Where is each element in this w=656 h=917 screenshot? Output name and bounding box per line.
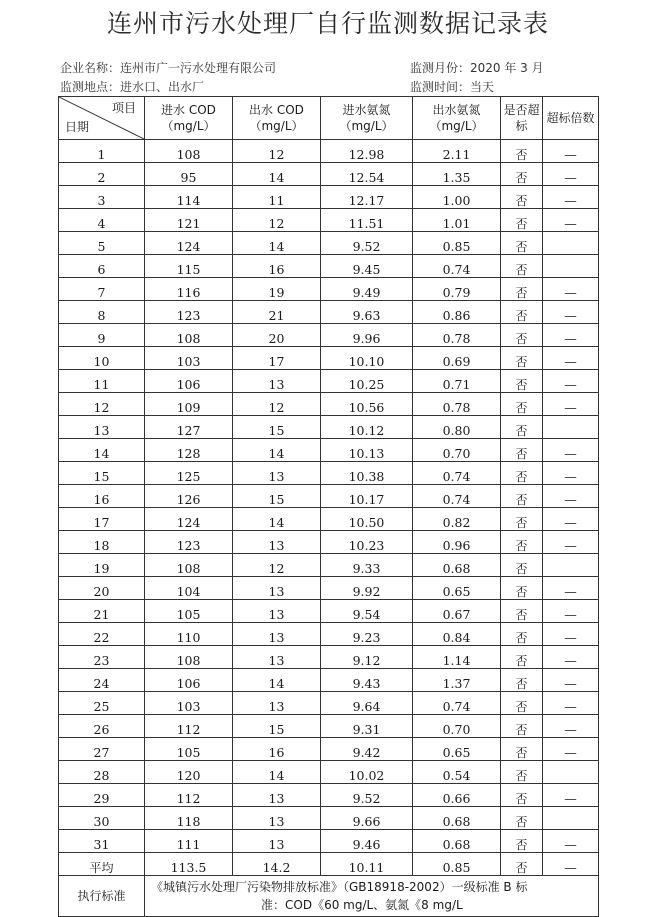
row-in-cod: 124 (145, 232, 233, 255)
row-out-cod: 20 (233, 324, 321, 347)
row-in-nh: 9.49 (321, 278, 413, 301)
row-in-nh: 10.25 (321, 370, 413, 393)
row-multiple (543, 416, 599, 439)
row-multiple: — (543, 439, 599, 462)
row-out-nh: 0.80 (413, 416, 501, 439)
row-in-nh: 10.50 (321, 508, 413, 531)
row-day: 4 (59, 209, 145, 232)
row-multiple (543, 554, 599, 577)
row-exceed: 否 (501, 278, 543, 301)
row-day: 28 (59, 761, 145, 784)
standard-label: 执行标准 (59, 876, 145, 917)
row-exceed: 否 (501, 738, 543, 761)
avg-label: 平均 (59, 853, 145, 876)
time-value: 当天 (470, 80, 495, 94)
row-in-cod: 105 (145, 738, 233, 761)
row-day: 25 (59, 692, 145, 715)
row-day: 14 (59, 439, 145, 462)
row-in-cod: 121 (145, 209, 233, 232)
row-out-cod: 13 (233, 784, 321, 807)
row-day: 23 (59, 646, 145, 669)
row-in-cod: 127 (145, 416, 233, 439)
table-row (59, 784, 599, 807)
row-in-cod: 110 (145, 623, 233, 646)
row-in-nh: 10.56 (321, 393, 413, 416)
col-out-cod: 出水 COD（mg/L） (233, 97, 321, 140)
row-day: 22 (59, 623, 145, 646)
row-out-cod: 13 (233, 646, 321, 669)
row-out-cod: 12 (233, 209, 321, 232)
row-out-cod: 14 (233, 508, 321, 531)
row-day: 7 (59, 278, 145, 301)
row-in-nh: 11.51 (321, 209, 413, 232)
row-multiple: — (543, 278, 599, 301)
row-in-cod: 105 (145, 600, 233, 623)
company-value: 连州市广一污水处理有限公司 (120, 61, 277, 75)
row-out-nh: 2.11 (413, 140, 501, 163)
avg-in-cod: 113.5 (145, 853, 233, 876)
row-out-nh: 0.74 (413, 692, 501, 715)
header-row (59, 97, 599, 140)
table-row (59, 439, 599, 462)
row-day: 15 (59, 462, 145, 485)
row-exceed: 否 (501, 163, 543, 186)
row-in-nh: 10.12 (321, 416, 413, 439)
row-out-cod: 17 (233, 347, 321, 370)
row-exceed: 否 (501, 209, 543, 232)
avg-out-cod: 14.2 (233, 853, 321, 876)
header-corner (59, 97, 145, 140)
row-in-cod: 124 (145, 508, 233, 531)
row-out-nh: 0.82 (413, 508, 501, 531)
row-in-cod: 116 (145, 278, 233, 301)
row-exceed: 否 (501, 692, 543, 715)
site-value: 进水口、出水厂 (120, 80, 205, 94)
row-multiple: — (543, 784, 599, 807)
row-day: 5 (59, 232, 145, 255)
row-out-cod: 13 (233, 623, 321, 646)
row-multiple: — (543, 393, 599, 416)
site-line (60, 78, 204, 95)
row-day: 12 (59, 393, 145, 416)
row-out-cod: 14 (233, 232, 321, 255)
row-exceed: 否 (501, 370, 543, 393)
row-in-nh: 10.02 (321, 761, 413, 784)
row-in-cod: 103 (145, 692, 233, 715)
table-row (59, 255, 599, 278)
row-in-nh: 9.52 (321, 784, 413, 807)
row-out-cod: 16 (233, 738, 321, 761)
table-row (59, 393, 599, 416)
standard-text (145, 876, 599, 917)
row-exceed: 否 (501, 439, 543, 462)
row-day: 18 (59, 531, 145, 554)
row-in-nh: 12.54 (321, 163, 413, 186)
row-in-nh: 9.45 (321, 255, 413, 278)
row-day: 26 (59, 715, 145, 738)
row-exceed: 否 (501, 646, 543, 669)
row-out-nh: 1.01 (413, 209, 501, 232)
row-multiple: — (543, 462, 599, 485)
row-in-nh: 9.64 (321, 692, 413, 715)
table-row (59, 807, 599, 830)
row-day: 9 (59, 324, 145, 347)
row-in-cod: 95 (145, 163, 233, 186)
row-in-nh: 9.92 (321, 577, 413, 600)
row-multiple (543, 807, 599, 830)
row-out-cod: 13 (233, 577, 321, 600)
table-row (59, 623, 599, 646)
row-multiple: — (543, 830, 599, 853)
col-in-cod: 进水 COD（mg/L） (145, 97, 233, 140)
row-out-cod: 13 (233, 462, 321, 485)
row-in-nh: 9.42 (321, 738, 413, 761)
table-row (59, 186, 599, 209)
row-out-nh: 0.78 (413, 324, 501, 347)
table-row (59, 508, 599, 531)
row-multiple: — (543, 186, 599, 209)
row-multiple: — (543, 209, 599, 232)
row-out-nh: 1.00 (413, 186, 501, 209)
row-day: 8 (59, 301, 145, 324)
row-day: 17 (59, 508, 145, 531)
table-row (59, 163, 599, 186)
row-out-nh: 0.68 (413, 830, 501, 853)
row-out-nh: 0.67 (413, 600, 501, 623)
row-multiple: — (543, 646, 599, 669)
corner-date-label: 日期 (65, 120, 90, 134)
row-in-cod: 125 (145, 462, 233, 485)
row-day: 1 (59, 140, 145, 163)
row-out-cod: 13 (233, 370, 321, 393)
col-multiple: 超标倍数 (543, 97, 599, 140)
row-in-nh: 9.63 (321, 301, 413, 324)
row-in-cod: 128 (145, 439, 233, 462)
table-row (59, 646, 599, 669)
row-in-cod: 111 (145, 830, 233, 853)
row-out-cod: 13 (233, 692, 321, 715)
row-out-cod: 11 (233, 186, 321, 209)
table-row (59, 301, 599, 324)
row-exceed: 否 (501, 508, 543, 531)
table-row (59, 416, 599, 439)
row-out-nh: 0.68 (413, 807, 501, 830)
row-out-cod: 14 (233, 439, 321, 462)
row-exceed: 否 (501, 416, 543, 439)
row-day: 21 (59, 600, 145, 623)
row-out-nh: 0.70 (413, 715, 501, 738)
table-row (59, 830, 599, 853)
row-in-nh: 12.17 (321, 186, 413, 209)
row-exceed: 否 (501, 186, 543, 209)
table-row (59, 531, 599, 554)
row-day: 27 (59, 738, 145, 761)
row-day: 29 (59, 784, 145, 807)
avg-out-nh: 0.85 (413, 853, 501, 876)
table-row (59, 462, 599, 485)
row-in-cod: 106 (145, 370, 233, 393)
row-out-nh: 1.35 (413, 163, 501, 186)
row-in-cod: 108 (145, 324, 233, 347)
row-exceed: 否 (501, 715, 543, 738)
table-row (59, 140, 599, 163)
row-out-cod: 15 (233, 715, 321, 738)
row-in-cod: 103 (145, 347, 233, 370)
row-multiple: — (543, 347, 599, 370)
row-multiple: — (543, 301, 599, 324)
row-multiple (543, 255, 599, 278)
table-row (59, 761, 599, 784)
avg-multiple: — (543, 853, 599, 876)
page-title: 连州市污水处理厂自行监测数据记录表 (106, 9, 549, 38)
row-out-cod: 13 (233, 531, 321, 554)
row-in-nh: 10.17 (321, 485, 413, 508)
row-in-cod: 112 (145, 715, 233, 738)
company-label: 企业名称： (60, 61, 121, 75)
row-day: 20 (59, 577, 145, 600)
row-in-cod: 114 (145, 186, 233, 209)
company-line (60, 59, 276, 76)
row-day: 6 (59, 255, 145, 278)
row-day: 10 (59, 347, 145, 370)
row-day: 24 (59, 669, 145, 692)
row-in-nh: 10.38 (321, 462, 413, 485)
table-row (59, 370, 599, 393)
row-day: 31 (59, 830, 145, 853)
row-exceed: 否 (501, 761, 543, 784)
row-in-nh: 9.46 (321, 830, 413, 853)
table-body (59, 140, 599, 853)
row-in-nh: 9.66 (321, 807, 413, 830)
row-out-nh: 0.65 (413, 738, 501, 761)
row-out-nh: 0.66 (413, 784, 501, 807)
row-in-nh: 10.23 (321, 531, 413, 554)
row-in-nh: 10.10 (321, 347, 413, 370)
row-day: 11 (59, 370, 145, 393)
monitoring-table (58, 96, 599, 917)
row-exceed: 否 (501, 531, 543, 554)
table-row (59, 485, 599, 508)
row-multiple: — (543, 324, 599, 347)
average-row (59, 853, 599, 876)
row-exceed: 否 (501, 577, 543, 600)
row-in-nh: 10.13 (321, 439, 413, 462)
standard-line-1: 《城镇污水处理厂污染物排放标准》（GB18918-2002）一级标准 B 标 (151, 880, 528, 894)
table-row (59, 554, 599, 577)
time-line (410, 78, 494, 95)
row-in-cod: 118 (145, 807, 233, 830)
row-out-nh: 0.86 (413, 301, 501, 324)
row-out-nh: 0.70 (413, 439, 501, 462)
row-out-cod: 14 (233, 163, 321, 186)
time-label: 监测时间： (410, 80, 471, 94)
row-out-cod: 13 (233, 600, 321, 623)
table-row (59, 209, 599, 232)
row-multiple: — (543, 577, 599, 600)
row-out-cod: 12 (233, 140, 321, 163)
row-exceed: 否 (501, 324, 543, 347)
row-out-nh: 0.84 (413, 623, 501, 646)
col-in-nh: 进水氨氮（mg/L） (321, 97, 413, 140)
table-row (59, 715, 599, 738)
row-in-nh: 9.96 (321, 324, 413, 347)
row-in-cod: 108 (145, 554, 233, 577)
table-row (59, 347, 599, 370)
row-exceed: 否 (501, 140, 543, 163)
row-in-cod: 115 (145, 255, 233, 278)
row-multiple: — (543, 600, 599, 623)
row-multiple: — (543, 485, 599, 508)
row-multiple: — (543, 508, 599, 531)
row-out-nh: 0.65 (413, 577, 501, 600)
row-exceed: 否 (501, 830, 543, 853)
row-exceed: 否 (501, 462, 543, 485)
row-out-cod: 14 (233, 669, 321, 692)
row-multiple (543, 761, 599, 784)
row-exceed: 否 (501, 623, 543, 646)
avg-exceed: 否 (501, 853, 543, 876)
standard-line-2: 准：COD《60 mg/L、氨氮《8 mg/L (261, 898, 463, 912)
row-out-nh: 0.79 (413, 278, 501, 301)
row-in-cod: 106 (145, 669, 233, 692)
row-exceed: 否 (501, 784, 543, 807)
corner-item-label: 项目 (111, 101, 136, 115)
row-multiple: — (543, 738, 599, 761)
row-out-cod: 19 (233, 278, 321, 301)
row-in-nh: 12.98 (321, 140, 413, 163)
row-in-cod: 112 (145, 784, 233, 807)
row-exceed: 否 (501, 232, 543, 255)
row-out-nh: 0.71 (413, 370, 501, 393)
table-row (59, 738, 599, 761)
row-exceed: 否 (501, 807, 543, 830)
row-out-cod: 16 (233, 255, 321, 278)
row-in-nh: 9.43 (321, 669, 413, 692)
row-in-nh: 9.23 (321, 623, 413, 646)
row-day: 2 (59, 163, 145, 186)
standard-row (59, 876, 599, 917)
row-out-cod: 14 (233, 761, 321, 784)
row-out-nh: 0.85 (413, 232, 501, 255)
row-out-nh: 0.74 (413, 462, 501, 485)
table-row (59, 692, 599, 715)
table-row (59, 278, 599, 301)
row-day: 16 (59, 485, 145, 508)
row-day: 3 (59, 186, 145, 209)
table-row (59, 324, 599, 347)
month-label: 监测月份： (410, 61, 471, 75)
row-in-nh: 9.52 (321, 232, 413, 255)
row-in-cod: 126 (145, 485, 233, 508)
row-in-nh: 9.12 (321, 646, 413, 669)
row-day: 13 (59, 416, 145, 439)
month-value: 2020 年 3 月 (470, 61, 544, 75)
row-out-cod: 13 (233, 807, 321, 830)
row-out-nh: 0.96 (413, 531, 501, 554)
row-in-cod: 123 (145, 531, 233, 554)
row-multiple: — (543, 715, 599, 738)
col-out-nh: 出水氨氮（mg/L） (413, 97, 501, 140)
row-exceed: 否 (501, 347, 543, 370)
row-out-nh: 0.78 (413, 393, 501, 416)
avg-in-nh: 10.11 (321, 853, 413, 876)
row-multiple: — (543, 370, 599, 393)
row-out-nh: 0.54 (413, 761, 501, 784)
row-in-cod: 104 (145, 577, 233, 600)
row-in-cod: 123 (145, 301, 233, 324)
row-in-nh: 9.31 (321, 715, 413, 738)
row-out-cod: 13 (233, 830, 321, 853)
row-out-nh: 1.14 (413, 646, 501, 669)
row-multiple: — (543, 669, 599, 692)
row-exceed: 否 (501, 485, 543, 508)
table-row (59, 232, 599, 255)
row-day: 30 (59, 807, 145, 830)
row-out-nh: 0.68 (413, 554, 501, 577)
row-in-cod: 108 (145, 646, 233, 669)
row-out-cod: 21 (233, 301, 321, 324)
row-in-cod: 120 (145, 761, 233, 784)
row-out-nh: 1.37 (413, 669, 501, 692)
row-exceed: 否 (501, 554, 543, 577)
row-exceed: 否 (501, 255, 543, 278)
row-in-cod: 109 (145, 393, 233, 416)
row-multiple (543, 232, 599, 255)
row-in-nh: 9.54 (321, 600, 413, 623)
site-label: 监测地点： (60, 80, 121, 94)
row-multiple: — (543, 531, 599, 554)
row-out-nh: 0.69 (413, 347, 501, 370)
row-out-cod: 15 (233, 485, 321, 508)
row-out-nh: 0.74 (413, 255, 501, 278)
row-in-cod: 108 (145, 140, 233, 163)
row-day: 19 (59, 554, 145, 577)
row-out-nh: 0.74 (413, 485, 501, 508)
row-out-cod: 15 (233, 416, 321, 439)
row-exceed: 否 (501, 301, 543, 324)
table-row (59, 577, 599, 600)
row-exceed: 否 (501, 600, 543, 623)
row-multiple: — (543, 623, 599, 646)
row-exceed: 否 (501, 393, 543, 416)
table-row (59, 669, 599, 692)
row-out-cod: 12 (233, 393, 321, 416)
row-multiple: — (543, 163, 599, 186)
row-out-cod: 12 (233, 554, 321, 577)
month-line (410, 59, 544, 76)
row-exceed: 否 (501, 669, 543, 692)
table-row (59, 600, 599, 623)
row-in-nh: 9.33 (321, 554, 413, 577)
row-multiple: — (543, 692, 599, 715)
row-multiple: — (543, 140, 599, 163)
col-exceed: 是否超标 (501, 97, 543, 140)
